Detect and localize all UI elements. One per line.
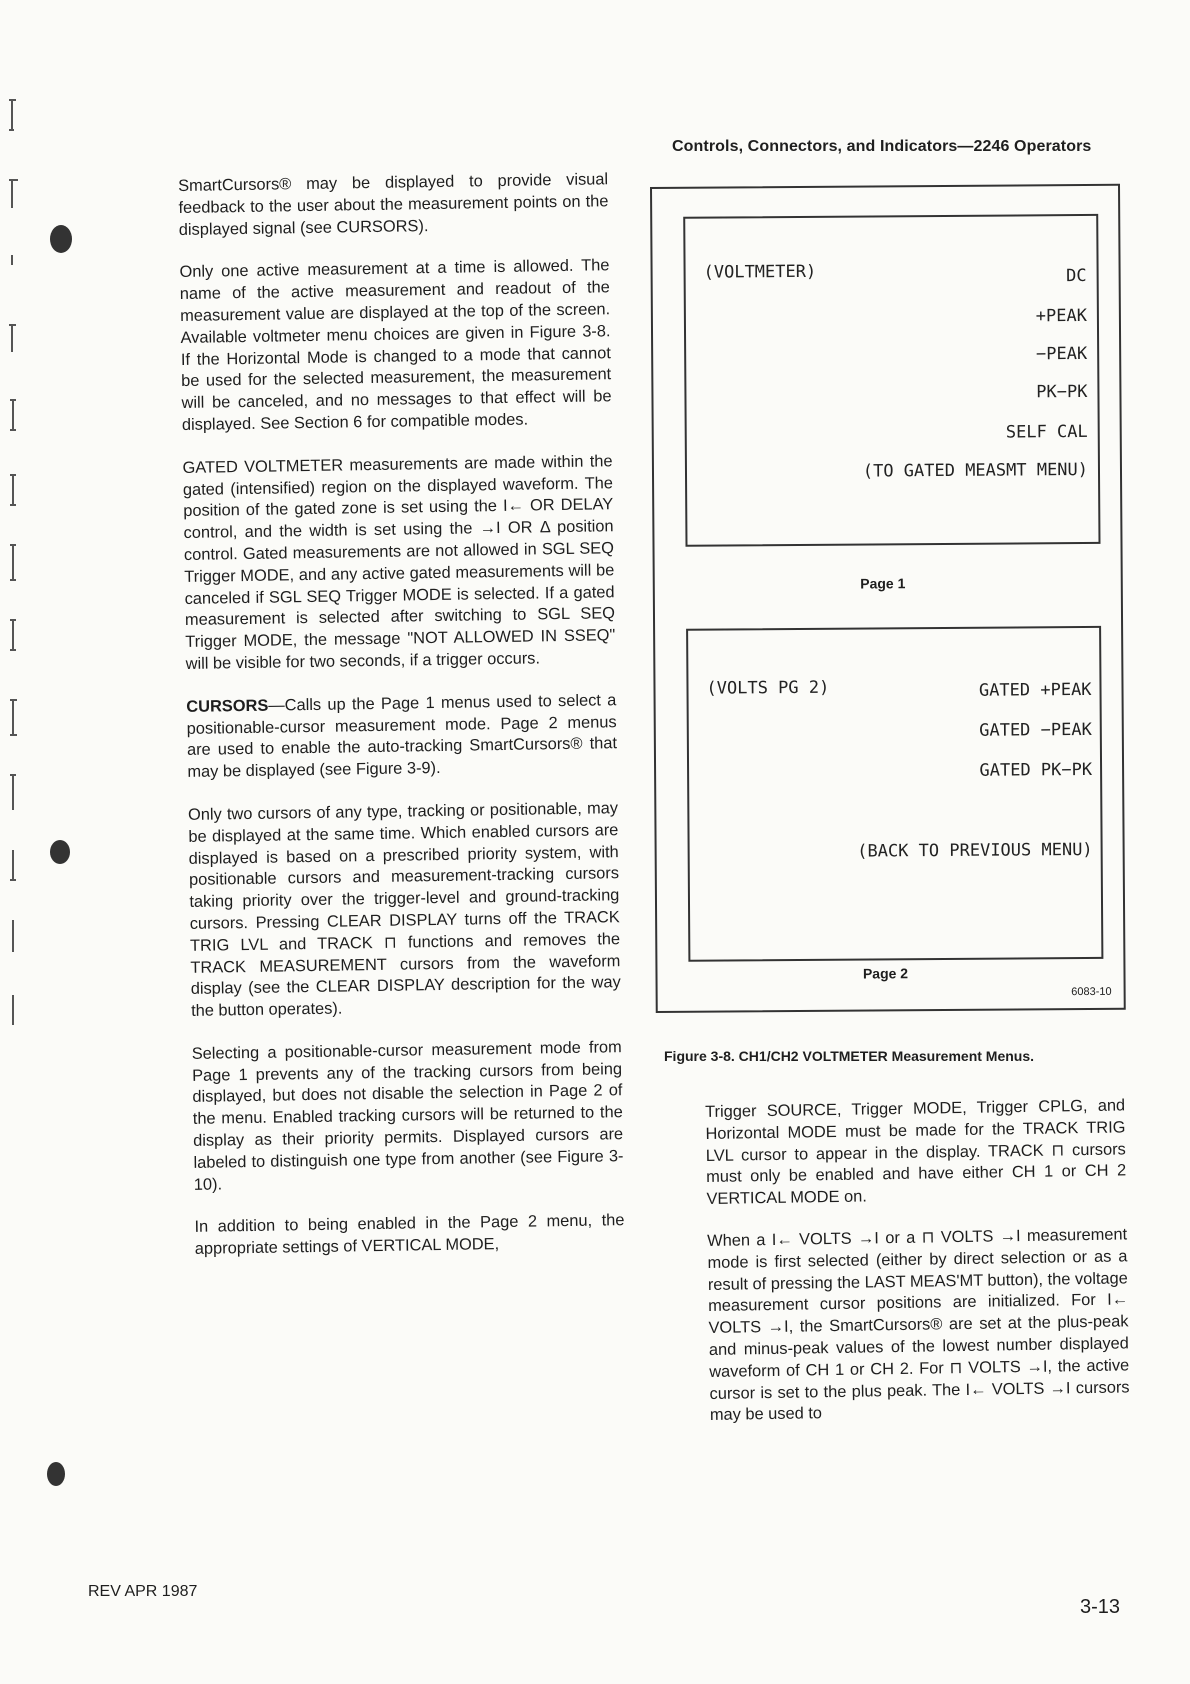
paragraph: GATED VOLTMETER measurements are made within the gated (intensified) region on the displayed waveform. The position of the gated zone is set using the I← OR DELAY control, and the width is set using the →I OR Δ position control. Gated measurements are not allowed in SGL SEQ Trigger MODE, and any active gated measurements will be canceled if SGL SEQ Trigger MODE is selected. If a gated measurement is selected after switching to SGL SEQ Trigger MODE, the message "NOT ALLOWED IN SSEQ" will be visible for two seconds, if a trigger occurs. [182, 451, 616, 673]
term-cursors: CURSORS [186, 696, 269, 716]
menu-item: +PEAK [1035, 305, 1087, 327]
menu-title: (VOLTMETER) [703, 261, 817, 283]
revision-date: REV APR 1987 [88, 1583, 198, 1600]
punch-hole-mark [50, 840, 70, 864]
left-column [178, 169, 625, 1282]
menu-item: SELF CAL [1005, 421, 1088, 443]
punch-hole-mark [50, 225, 72, 253]
menu-item: GATED +PEAK [978, 679, 1092, 701]
figure-caption: Figure 3-8. CH1/CH2 VOLTMETER Measurement Menus. [664, 1048, 1035, 1064]
paragraph: Selecting a positionable-cursor measurement mode from Page 1 prevents any of the tracking cursors from being displayed, but does not disable the selection in Page 2 of the menu. Enabled tracking cursors will be returned to the display as their priority permits. Displayed cursors are labeled to distinguish one type from another (see Figure 3-10). [191, 1038, 624, 1194]
paragraph-text: —Calls up the Page 1 menus used to select a positionable-cursor measurement mode. Page 2 menus are used to enable the auto-tracking SmartCursors® that may be displayed (see Figure 3-9). [186, 690, 618, 782]
paragraph-cursors [186, 690, 617, 784]
paragraph: Only two cursors of any type, tracking or positionable, may be displayed at the same time. Which enabled cursors are displayed is based on a prescribed priority system, with positionable cursors and measurement-tracking cursors taking priority over the trigger-level and ground-tracking cursors. Pressing CLEAR DISPLAY turns off the TRACK TRIG LVL and TRACK ⊓ functions and removes the TRACK MEASUREMENT cursors from the waveform display (see the CLEAR DISPLAY description for the way the button operates). [187, 799, 621, 1020]
menu-item: −PEAK [1035, 343, 1088, 365]
page-header: Controls, Connectors, and Indicators—2246 Operators [672, 138, 1092, 155]
menu-item: GATED −PEAK [979, 719, 1092, 741]
punch-hole-mark [47, 1462, 65, 1486]
right-column [705, 1095, 1130, 1447]
menu-item: (TO GATED MEASMT MENU) [862, 459, 1089, 482]
menu-item: PK−PK [1036, 381, 1088, 403]
paragraph: In addition to being enabled in the Page 2 menu, the appropriate settings of VERTICAL MODE, [194, 1211, 625, 1259]
page-label: Page 1 [860, 575, 906, 592]
paragraph: When a I← VOLTS →I or a ⊓ VOLTS →I measurement mode is first selected (either by direct selection or as a result of pressing the LAST MEAS'MT button), the voltage measurement cursor positions are initialized. For I← VOLTS →I, the SmartCursors® are set at the plus-peak and minus-peak values of the lowest number displayed waveform of CH 1 or CH 2. For ⊓ VOLTS →I, the active cursor is set to the plus peak. The I← VOLTS →I cursors may be used to [707, 1225, 1130, 1425]
menu-title: (VOLTS PG 2) [706, 677, 830, 699]
menu-screen-page-1 [683, 214, 1100, 547]
menu-item: GATED PK−PK [979, 759, 1093, 781]
paragraph: Trigger SOURCE, Trigger MODE, Trigger CPLG, and Horizontal MODE must be made for the TRACK TRIG LVL cursor to appear in the display. TRACK ⊓ cursors must only be enabled and have either CH 1 or CH 2 VERTICAL MODE on. [705, 1096, 1127, 1209]
page-number: 3-13 [1080, 1596, 1121, 1618]
menu-screen-page-2 [686, 626, 1103, 962]
figure-id: 6083-10 [1071, 985, 1112, 999]
binding-margin-marks [4, 90, 44, 1140]
paragraph: SmartCursors® may be displayed to provide visual feedback to the user about the measurement points on the displayed signal (see CURSORS). [178, 170, 609, 239]
binding-marks-icon [4, 90, 44, 1140]
page-label: Page 2 [862, 965, 909, 982]
paragraph: Only one active measurement at a time is allowed. The name of the active measurement and readout of the measurement value are displayed at the top of the screen. Available voltmeter menu choices are given in Figure 3-8. If the Horizontal Mode is changed to a mode that cannot be used for the selected measurement, the measurement will be canceled, and no messages to that effect will be displayed. See Section 6 for compatible modes. [179, 256, 612, 434]
menu-item: (BACK TO PREVIOUS MENU) [857, 839, 1093, 862]
menu-item: DC [1066, 265, 1087, 287]
figure-3-8 [650, 184, 1126, 1013]
